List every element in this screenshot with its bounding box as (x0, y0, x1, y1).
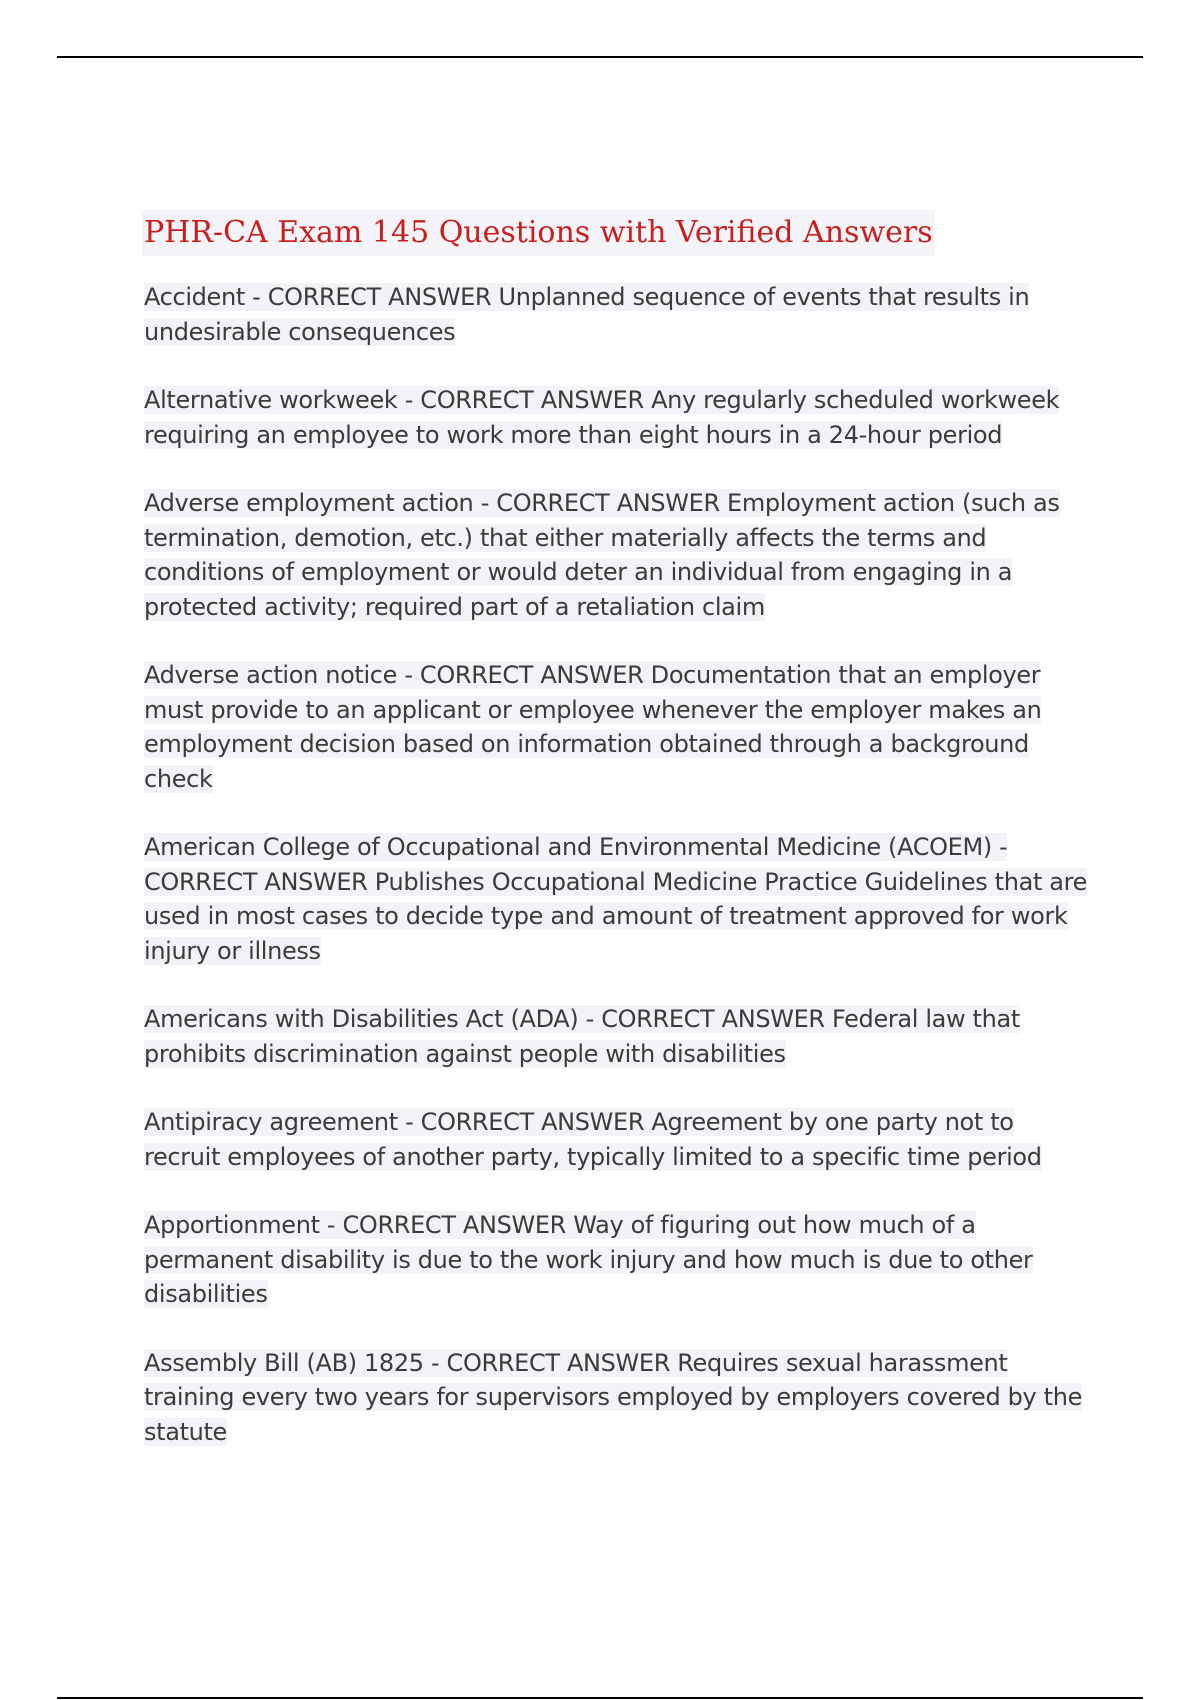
qa-entry (144, 383, 1094, 452)
qa-entry (144, 280, 1094, 349)
document-title: PHR-CA Exam 145 Questions with Verified Answers (142, 210, 935, 256)
qa-entry-text: Accident - CORRECT ANSWER Unplanned sequence of events that results in undesirable consequences (144, 283, 1030, 346)
document-body (144, 210, 1094, 1483)
header-rule (57, 56, 1143, 58)
qa-entry-text: Apportionment - CORRECT ANSWER Way of figuring out how much of a permanent disability is due to the work injury and how much is due to other disabilities (144, 1211, 1033, 1308)
qa-entry (144, 1105, 1094, 1174)
qa-entry-text: Adverse action notice - CORRECT ANSWER Documentation that an employer must provide to an applicant or employee whenever the employer makes an employment decision based on information obtained through a background check (144, 661, 1042, 793)
qa-entry-text: Assembly Bill (AB) 1825 - CORRECT ANSWER Requires sexual harassment training every two years for supervisors employed by employers covered by the statute (144, 1348, 1082, 1446)
qa-entry-text: Americans with Disabilities Act (ADA) - CORRECT ANSWER Federal law that prohibits discrimination against people with disabilities (144, 1005, 1020, 1068)
qa-entry-text: Adverse employment action - CORRECT ANSWER Employment action (such as termination, demotion, etc.) that either materially affects the terms and conditions of employment or would deter an individual from engaging in a protected activity; required part of a retaliation claim (144, 489, 1060, 621)
qa-entry (144, 1002, 1094, 1071)
qa-entry (144, 830, 1094, 968)
qa-entry (144, 1346, 1094, 1450)
qa-entry (144, 486, 1094, 624)
footer-rule (57, 1697, 1143, 1699)
qa-entry (144, 658, 1094, 796)
qa-entry-text: American College of Occupational and Environmental Medicine (ACOEM) - CORRECT ANSWER Publishes Occupational Medicine Practice Guidelines that are used in most cases to decide type and amount of treatment approved for work injury or illness (144, 833, 1088, 965)
qa-entry-text: Alternative workweek - CORRECT ANSWER Any regularly scheduled workweek requiring an employee to work more than eight hours in a 24-hour period (144, 386, 1060, 449)
qa-entry (144, 1208, 1094, 1312)
qa-entry-text: Antipiracy agreement - CORRECT ANSWER Agreement by one party not to recruit employees of another party, typically limited to a specific time period (144, 1108, 1042, 1171)
